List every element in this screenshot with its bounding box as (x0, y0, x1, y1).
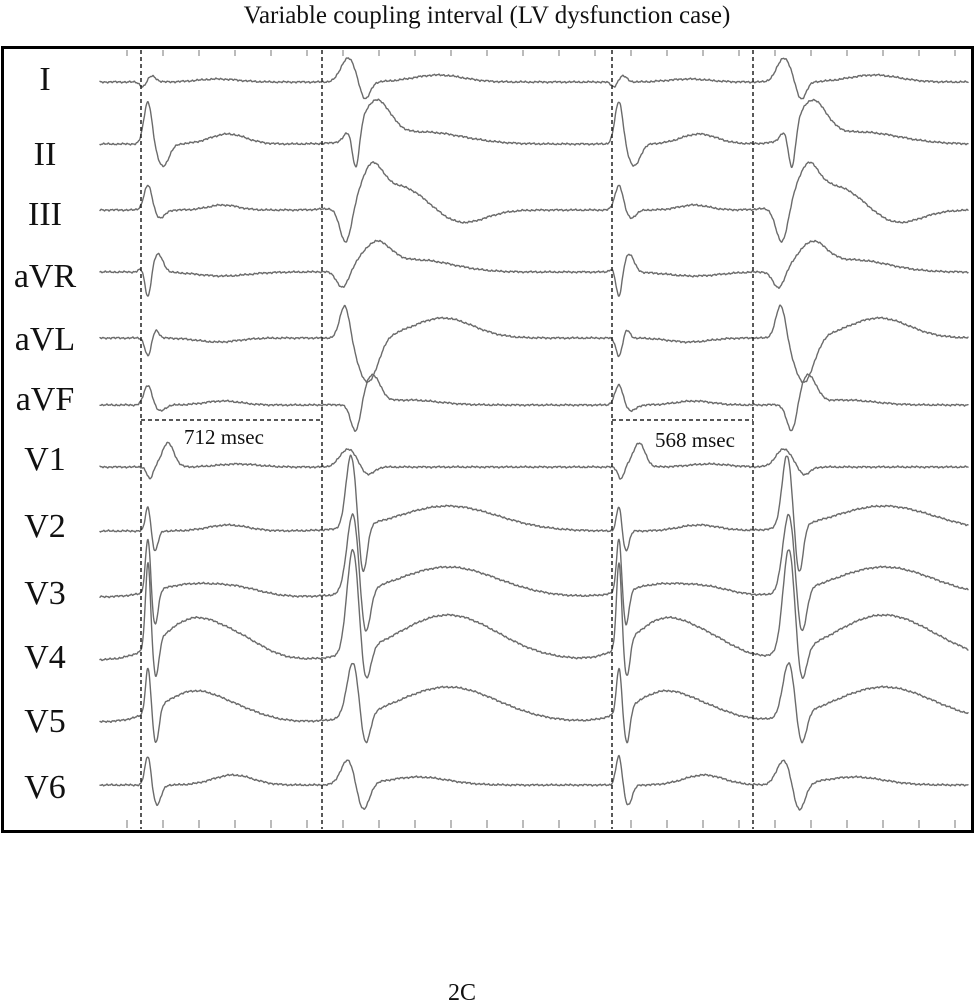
ecg-trace-V6 (100, 756, 968, 811)
ecg-trace-V4 (100, 550, 968, 679)
lead-label-V1: V1 (24, 441, 66, 478)
lead-label-V5: V5 (24, 703, 66, 740)
lead-labels (14, 61, 77, 806)
coupling-interval-label-2: 568 msec (655, 428, 735, 452)
ecg-trace-II (100, 99, 968, 167)
lead-label-aVR: aVR (13, 258, 77, 295)
ecg-trace-V5 (100, 663, 968, 743)
ecg-trace-aVF (100, 374, 968, 431)
lead-label-I: I (39, 61, 51, 98)
lead-label-V2: V2 (24, 508, 66, 545)
ecg-frame (3, 48, 973, 832)
lead-label-V4: V4 (24, 639, 66, 676)
ecg-trace-V2 (100, 455, 968, 571)
lead-label-III: III (28, 196, 62, 233)
lead-label-aVL: aVL (14, 321, 76, 358)
figure-title: Variable coupling interval (LV dysfunction case) (243, 2, 731, 29)
lead-label-aVF: aVF (15, 381, 75, 418)
ecg-trace-aVR (100, 240, 968, 296)
panel-label: 2C (447, 980, 477, 1004)
ecg-trace-V3 (100, 514, 968, 631)
lead-label-V6: V6 (24, 769, 66, 806)
ecg-trace-aVL (100, 305, 968, 383)
ecg-trace-I (100, 58, 968, 99)
ecg-trace-III (100, 162, 968, 242)
lead-label-V3: V3 (24, 575, 66, 612)
coupling-interval-label-1: 712 msec (184, 425, 264, 449)
lead-label-II: II (33, 136, 57, 173)
